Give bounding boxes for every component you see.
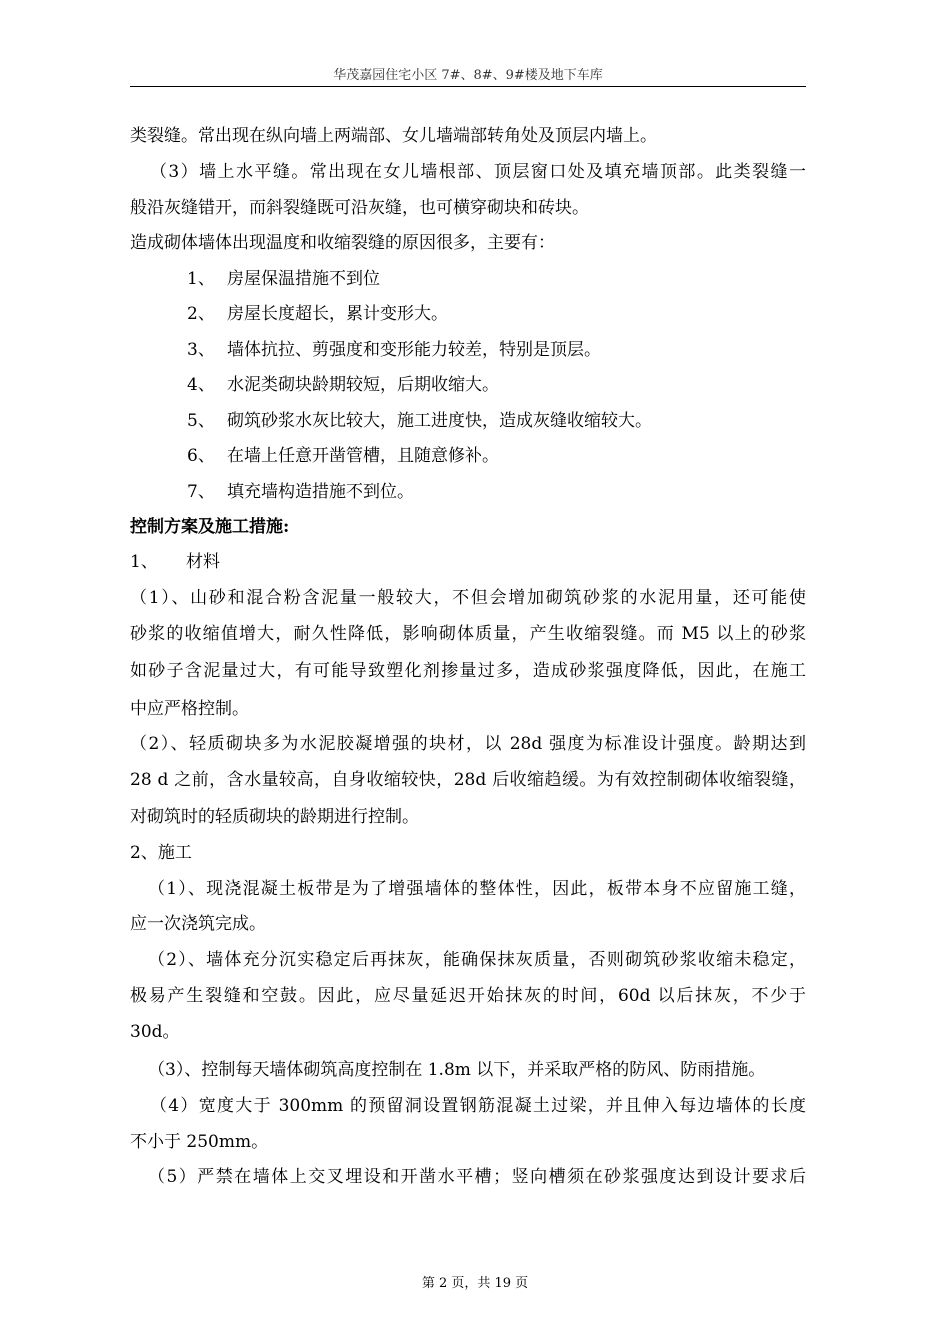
list-item — [187, 375, 499, 395]
list-number: 6、 — [187, 446, 215, 466]
list-number: 3、 — [187, 340, 215, 360]
paragraph-line: 28 d 之前，含水量较高，自身收缩较快，28d 后收缩趋缓。为有效控制砌体收缩裂缝， — [130, 770, 806, 790]
list-text: 房屋保温措施不到位 — [227, 269, 380, 289]
list-number: 1、 — [187, 269, 215, 289]
paragraph-line: （1）、山砂和混合粉含泥量一般较大，不但会增加砌筑砂浆的水泥用量，还可能使 — [130, 588, 806, 608]
paragraph-line: 对砌筑时的轻质砌块的龄期进行控制。 — [130, 807, 419, 827]
list-item — [187, 304, 448, 324]
paragraph-line: 中应严格控制。 — [130, 699, 249, 719]
section-title: 控制方案及施工措施: — [130, 517, 290, 537]
list-number: 7、 — [187, 482, 215, 502]
page-footer: 第 2 页，共 19 页 — [421, 1276, 529, 1291]
paragraph-line: 造成砌体墙体出现温度和收缩裂缝的原因很多，主要有： — [130, 233, 555, 253]
subsection-title: 材料 — [186, 552, 220, 572]
paragraph-line: （3）、控制每天墙体砌筑高度控制在 1.8m 以下，并采取严格的防风、防雨措施。 — [148, 1060, 766, 1080]
paragraph-line: 类裂缝。常出现在纵向墙上两端部、女儿墙端部转角处及顶层内墙上。 — [130, 126, 657, 146]
list-text: 房屋长度超长，累计变形大。 — [227, 304, 448, 324]
paragraph-line: 应一次浇筑完成。 — [130, 914, 266, 934]
paragraph-line: 极易产生裂缝和空鼓。因此，应尽量延迟开始抹灰的时间，60d 以后抹灰，不少于 — [130, 986, 806, 1006]
list-item — [187, 269, 380, 289]
paragraph-line: 般沿灰缝错开，而斜裂缝既可沿灰缝，也可横穿砌块和砖块。 — [130, 198, 589, 218]
page-header: 华茂嘉园住宅小区 7#、8#、9#楼及地下车库 — [333, 68, 603, 83]
paragraph-line: （1）、现浇混凝土板带是为了增强墙体的整体性，因此，板带本身不应留施工缝， — [148, 879, 806, 899]
list-text: 墙体抗拉、剪强度和变形能力较差，特别是顶层。 — [227, 340, 601, 360]
paragraph-line: （2）、轻质砌块多为水泥胶凝增强的块材，以 28d 强度为标准设计强度。龄期达到 — [130, 734, 806, 754]
list-item — [187, 340, 601, 360]
list-item — [187, 482, 414, 502]
header-divider — [130, 86, 806, 87]
paragraph-line: 30d。 — [130, 1022, 180, 1042]
paragraph-line: （4）宽度大于 300mm 的预留洞设置钢筋混凝土过梁，并且伸入每边墙体的长度 — [150, 1096, 806, 1116]
paragraph-line: （3）墙上水平缝。常出现在女儿墙根部、顶层窗口处及填充墙顶部。此类裂缝一 — [150, 162, 806, 182]
paragraph-line: （2）、墙体充分沉实稳定后再抹灰，能确保抹灰质量，否则砌筑砂浆收缩未稳定， — [148, 950, 806, 970]
list-text: 在墙上任意开凿管槽，且随意修补。 — [227, 446, 499, 466]
paragraph-line: 砂浆的收缩值增大，耐久性降低，影响砌体质量，产生收缩裂缝。而 M5 以上的砂浆 — [130, 624, 806, 644]
subsection-heading: 2、施工 — [130, 843, 192, 863]
list-text: 水泥类砌块龄期较短，后期收缩大。 — [227, 375, 499, 395]
list-item — [187, 446, 499, 466]
list-number: 2、 — [187, 304, 215, 324]
list-number: 4、 — [187, 375, 215, 395]
list-item — [187, 411, 652, 431]
list-text: 砌筑砂浆水灰比较大，施工进度快，造成灰缝收缩较大。 — [227, 411, 652, 431]
paragraph-line: 如砂子含泥量过大，有可能导致塑化剂掺量过多，造成砂浆强度降低，因此，在施工 — [130, 661, 806, 681]
list-text: 填充墙构造措施不到位。 — [227, 482, 414, 502]
paragraph-line: 不小于 250mm。 — [130, 1132, 269, 1152]
subsection-heading — [130, 552, 220, 572]
list-number: 5、 — [187, 411, 215, 431]
paragraph-line: （5）严禁在墙体上交叉埋设和开凿水平槽；竖向槽须在砂浆强度达到设计要求后 — [148, 1167, 806, 1187]
subsection-number: 1、 — [130, 552, 158, 572]
